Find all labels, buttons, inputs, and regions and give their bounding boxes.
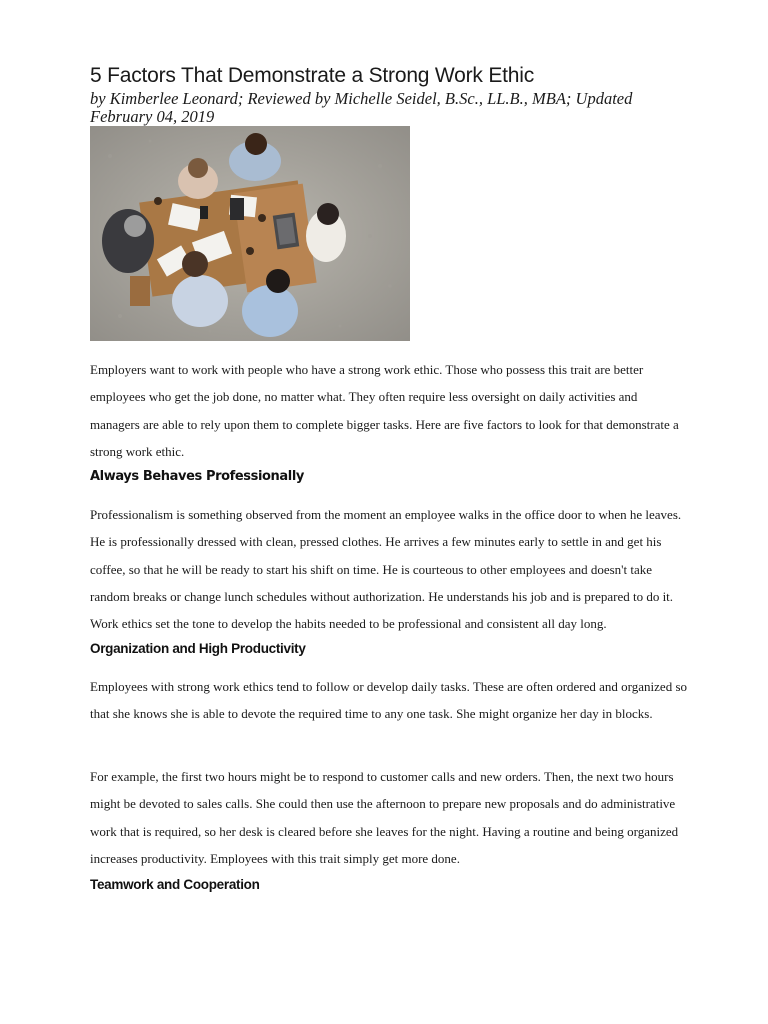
article-byline: by Kimberlee Leonard; Reviewed by Michelle Seidel, B.Sc., LL.B., MBA; Updated February 04, 2019 bbox=[90, 89, 633, 126]
intro-paragraph: Employers want to work with people who have a strong work ethic. Those who possess this trait are better employees who get the job done, no matter what. They often require less oversight on daily activities and managers are able to rely upon them to complete bigger tasks. Here are five factors to look for that demonstrate a strong work ethic. bbox=[90, 362, 679, 459]
section-heading-teamwork: Teamwork and Cooperation bbox=[90, 877, 260, 892]
section-heading-professional: Always Behaves Professionally bbox=[90, 469, 304, 484]
team-meeting-photo bbox=[90, 126, 410, 341]
section-paragraph: For example, the first two hours might be to respond to customer calls and new orders. Then, the next two hours might be devoted to sales calls. She could then use the afternoon to prepare new proposals and do administrative work that is required, so her desk is cleared before she leaves for the night. Having a routine and being organized increases productivity. Employees with this trait simply get more done. bbox=[90, 769, 679, 866]
article-title: 5 Factors That Demonstrate a Strong Work Ethic bbox=[90, 64, 535, 87]
section-paragraph: Professionalism is something observed from the moment an employee walks in the office door to when he leaves. He is professionally dressed with clean, pressed clothes. He arrives a few minutes early to settle in and get his coffee, so that he will be ready to start his shift on time. He is courteous to other employees and doesn't take random breaks or change lunch schedules without authorization. He understands his job and is prepared to do it. Work ethics set the tone to develop the habits needed to be professional and consistent all day long. bbox=[90, 507, 682, 632]
team-meeting-illustration bbox=[90, 126, 410, 341]
section-paragraph: Employees with strong work ethics tend to follow or develop daily tasks. These are often ordered and organized so that she knows she is able to devote the required time to any one task. She might organize her day in blocks. bbox=[90, 679, 688, 722]
section-heading-organization: Organization and High Productivity bbox=[90, 641, 306, 656]
